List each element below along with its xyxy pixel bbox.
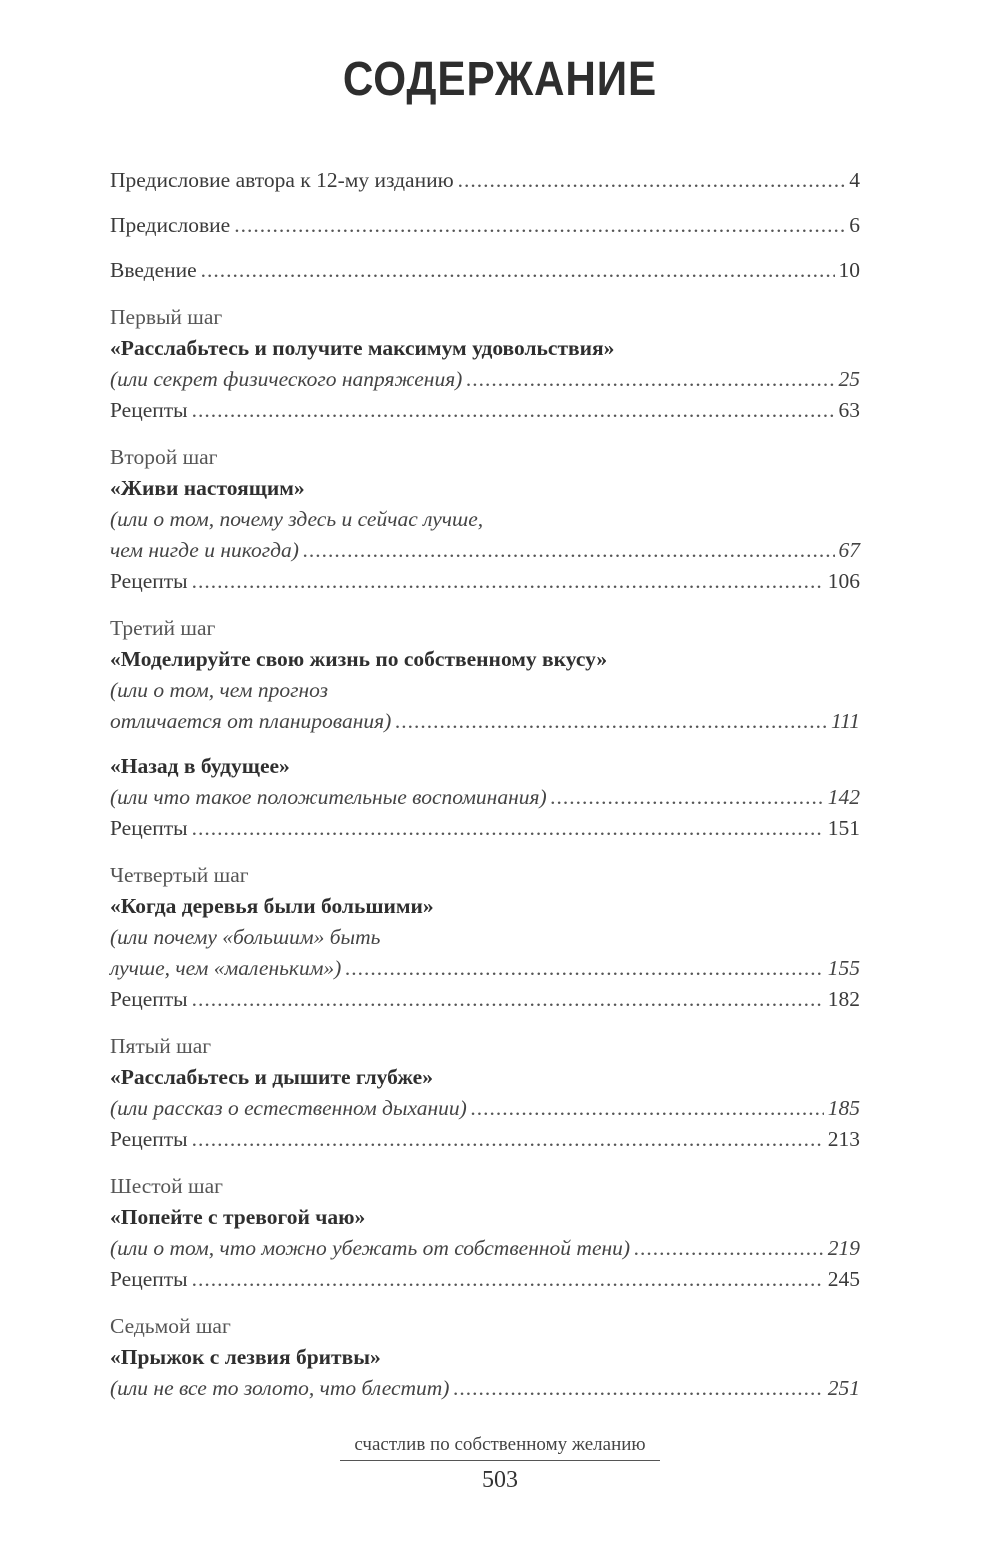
step-heading: «Когда деревья были большими» (110, 894, 434, 918)
step-label: Третий шаг (110, 616, 216, 640)
dot-leader (192, 566, 824, 597)
toc-step (110, 1031, 860, 1155)
toc-step (110, 751, 860, 844)
entry-page: 182 (827, 987, 860, 1011)
entry-page: 213 (827, 1127, 860, 1151)
dot-leader (471, 1093, 824, 1124)
toc-entry (110, 165, 860, 196)
recipes-label: Рецепты (110, 816, 188, 840)
step-subtitle: (или о том, что можно убежать от собственной тени) (110, 1236, 631, 1260)
step-subtitle: (или рассказ о естественном дыхании) (110, 1096, 467, 1120)
step-heading: «Моделируйте свою жизнь по собственному вкусу» (110, 647, 608, 671)
page-number: 503 (482, 1467, 518, 1493)
entry-page: 4 (849, 168, 860, 192)
step-heading: «Попейте с тревогой чаю» (110, 1205, 366, 1229)
entry-page: 106 (827, 569, 860, 593)
toc-entry (110, 210, 860, 241)
toc-step (110, 302, 860, 426)
dot-leader (458, 165, 846, 196)
dot-leader (234, 210, 845, 241)
recipes-label: Рецепты (110, 987, 188, 1011)
step-label: Четвертый шаг (110, 863, 249, 887)
dot-leader (192, 1124, 824, 1155)
step-heading: «Назад в будущее» (110, 754, 290, 778)
recipes-label: Рецепты (110, 398, 188, 422)
entry-page: 151 (827, 816, 860, 840)
entry-page: 10 (838, 258, 860, 282)
dot-leader (551, 782, 824, 813)
entry-title: Предисловие автора к 12-му изданию (110, 168, 454, 192)
step-subtitle: лучше, чем «маленьким») (110, 956, 342, 980)
dot-leader (192, 1264, 824, 1295)
dot-leader (201, 255, 835, 286)
step-subtitle: (или что такое положительные воспоминания) (110, 785, 547, 809)
step-label: Шестой шаг (110, 1174, 223, 1198)
dot-leader (192, 395, 835, 426)
step-label: Седьмой шаг (110, 1314, 231, 1338)
running-title: счастлив по собственному желанию (340, 1434, 659, 1461)
recipes-label: Рецепты (110, 1127, 188, 1151)
step-subtitle: (или о том, почему здесь и сейчас лучше, (110, 507, 484, 531)
dot-leader (345, 953, 823, 984)
step-subtitle: (или о том, чем прогноз (110, 678, 328, 702)
dot-leader (395, 706, 827, 737)
entry-page: 142 (827, 785, 860, 809)
dot-leader (192, 813, 824, 844)
entry-page: 111 (830, 709, 860, 733)
toc-step (110, 613, 860, 737)
step-label: Второй шаг (110, 445, 218, 469)
step-subtitle: (или не все то золото, что блестит) (110, 1376, 450, 1400)
dot-leader (453, 1373, 823, 1404)
step-heading: «Расслабьтесь и получите максимум удовольствия» (110, 336, 615, 360)
entry-page: 67 (838, 538, 860, 562)
toc-step (110, 442, 860, 597)
table-of-contents (110, 165, 860, 1418)
entry-page: 185 (827, 1096, 860, 1120)
entry-title: Введение (110, 258, 197, 282)
step-heading: «Прыжок с лезвия бритвы» (110, 1345, 381, 1369)
entry-page: 6 (849, 213, 860, 237)
step-subtitle: (или секрет физического напряжения) (110, 367, 463, 391)
step-subtitle: отличается от планирования) (110, 709, 392, 733)
entry-page: 25 (838, 367, 860, 391)
dot-leader (466, 364, 834, 395)
step-label: Пятый шаг (110, 1034, 212, 1058)
page-footer (0, 1434, 1000, 1494)
entry-title: Предисловие (110, 213, 231, 237)
dot-leader (303, 535, 835, 566)
dot-leader (192, 984, 824, 1015)
entry-page: 155 (827, 956, 860, 980)
entry-page: 219 (827, 1236, 860, 1260)
step-heading: «Расслабьтесь и дышите глубже» (110, 1065, 433, 1089)
step-label: Первый шаг (110, 305, 223, 329)
recipes-label: Рецепты (110, 569, 188, 593)
dot-leader (634, 1233, 824, 1264)
entry-page: 251 (827, 1376, 860, 1400)
step-subtitle: чем нигде и никогда) (110, 538, 299, 562)
step-heading: «Живи настоящим» (110, 476, 305, 500)
toc-step (110, 860, 860, 1015)
toc-step (110, 1311, 860, 1404)
toc-entry (110, 255, 860, 286)
entry-page: 245 (827, 1267, 860, 1291)
page-title: СОДЕРЖАНИЕ (342, 53, 658, 106)
entry-page: 63 (838, 398, 860, 422)
recipes-label: Рецепты (110, 1267, 188, 1291)
toc-step (110, 1171, 860, 1295)
step-subtitle: (или почему «большим» быть (110, 925, 381, 949)
